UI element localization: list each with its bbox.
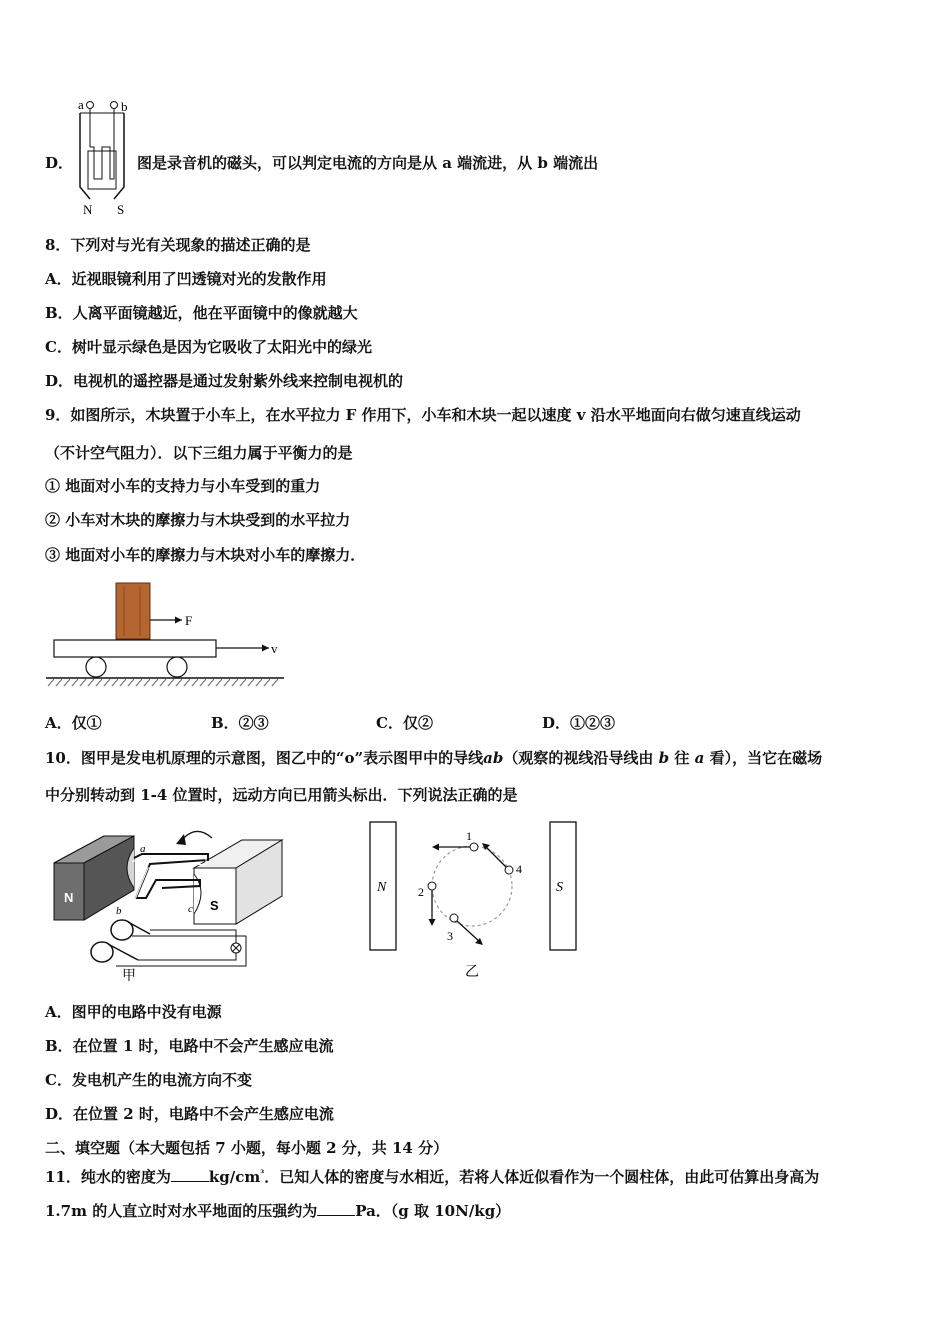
q10-stem-part-d: 看），当它在磁场 bbox=[709, 749, 823, 767]
yi-magnet-n: N bbox=[377, 880, 387, 895]
q9-item-1: ① 地面对小车的支持力与小车受到的重力 bbox=[45, 477, 321, 495]
q11-l1-unit: kg/cm bbox=[208, 1168, 261, 1186]
q10-var-b: b bbox=[658, 749, 670, 767]
q9-option-c: C．仅② bbox=[376, 714, 433, 732]
q11-l1-a: 11．纯水的密度为 bbox=[45, 1168, 171, 1186]
q11-blank-2[interactable] bbox=[317, 1201, 355, 1216]
q10-stem-part-c: 往 bbox=[674, 749, 690, 767]
yi-caption: 乙 bbox=[465, 965, 479, 980]
q11-l2-b: Pa．（g 取 10N/kg） bbox=[355, 1202, 511, 1220]
q11-l1-sup: ³ bbox=[260, 1169, 265, 1179]
q10-stem-part-b: （观察的视线沿导线由 bbox=[503, 749, 654, 767]
recorder-head-figure bbox=[70, 95, 140, 220]
q10-wire-ab: ab bbox=[483, 749, 504, 767]
q9-stem-line1: 9．如图所示，木块置于小车上，在水平拉力 F 作用下，小车和木块一起以速度 v 沿水平地面向右做匀速直线运动 bbox=[45, 406, 801, 424]
q9-item-2: ② 小车对木块的摩擦力与木块受到的水平拉力 bbox=[45, 511, 351, 529]
q10-option-c: C．发电机产生的电流方向不变 bbox=[45, 1071, 252, 1089]
q9-option-a: A．仅① bbox=[45, 714, 102, 732]
yi-pos-1: 1 bbox=[466, 829, 472, 843]
q10-stem-line1 bbox=[45, 748, 822, 768]
jia-label-a: a bbox=[140, 843, 146, 855]
yi-magnet-s: S bbox=[556, 880, 563, 895]
q9-item-3: ③ 地面对小车的摩擦力与木块对小车的摩擦力． bbox=[45, 546, 366, 564]
q10-stem-part-a: 10．图甲是发电机原理的示意图，图乙中的“o”表示图甲中的导线 bbox=[45, 749, 484, 767]
jia-label-b: b bbox=[116, 905, 122, 917]
yi-pos-2: 2 bbox=[418, 885, 424, 899]
fig-label-b: b bbox=[121, 99, 128, 114]
q10-stem-line2: 中分别转动到 1-4 位置时，远动方向已用箭头标出．下列说法正确的是 bbox=[45, 786, 518, 804]
q7-option-d-label: D． bbox=[45, 154, 74, 172]
q8-option-c: C．树叶显示绿色是因为它吸收了太阳光中的绿光 bbox=[45, 338, 372, 356]
q8-option-a: A．近视眼镜利用了凹透镜对光的发散作用 bbox=[45, 270, 327, 288]
jia-magnet-n: N bbox=[64, 890, 74, 905]
fig-label-s: S bbox=[117, 202, 125, 217]
q11-line1 bbox=[45, 1164, 819, 1187]
q11-line2 bbox=[45, 1201, 510, 1221]
q8-stem: 8．下列对与光有关现象的描述正确的是 bbox=[45, 236, 311, 254]
jia-caption: 甲 bbox=[122, 969, 136, 983]
fig-label-a: a bbox=[78, 97, 84, 112]
generator-figure-yi bbox=[362, 818, 592, 983]
q11-l2-a: 1.7m 的人直立时对水平地面的压强约为 bbox=[45, 1202, 318, 1220]
section2-heading: 二、填空题（本大题包括 7 小题，每小题 2 分，共 14 分） bbox=[45, 1139, 449, 1157]
generator-figure-jia bbox=[46, 818, 296, 983]
q11-blank-1[interactable] bbox=[171, 1167, 209, 1182]
q11-l1-c: ．已知人体的密度与水相近，若将人体近似看作为一个圆柱体，由此可估算出身高为 bbox=[264, 1168, 820, 1186]
q10-option-d: D．在位置 2 时，电路中不会产生感应电流 bbox=[45, 1105, 334, 1123]
jia-magnet-s: S bbox=[210, 898, 219, 913]
q8-option-b: B．人离平面镜越近，他在平面镜中的像就越大 bbox=[45, 304, 358, 322]
yi-pos-3: 3 bbox=[447, 929, 453, 943]
q9-stem-line2: （不计空气阻力）．以下三组力属于平衡力的是 bbox=[45, 444, 353, 462]
fig-label-n: N bbox=[83, 202, 93, 217]
q10-option-b: B．在位置 1 时，电路中不会产生感应电流 bbox=[45, 1037, 334, 1055]
q10-var-a: a bbox=[694, 749, 705, 767]
q9-option-b: B．②③ bbox=[211, 714, 269, 732]
q8-option-d: D．电视机的遥控器是通过发射紫外线来控制电视机的 bbox=[45, 372, 404, 390]
force-f-label: F bbox=[185, 613, 193, 628]
jia-label-c: c bbox=[188, 903, 193, 915]
q10-option-a: A．图甲的电路中没有电源 bbox=[45, 1003, 222, 1021]
yi-pos-4: 4 bbox=[516, 862, 522, 876]
q9-option-d: D．①②③ bbox=[542, 714, 616, 732]
velocity-v-label: v bbox=[271, 641, 278, 656]
cart-block-figure bbox=[44, 578, 289, 693]
q7-option-d-text: 图是录音机的磁头，可以判定电流的方向是从 a 端流进，从 b 端流出 bbox=[137, 154, 599, 172]
